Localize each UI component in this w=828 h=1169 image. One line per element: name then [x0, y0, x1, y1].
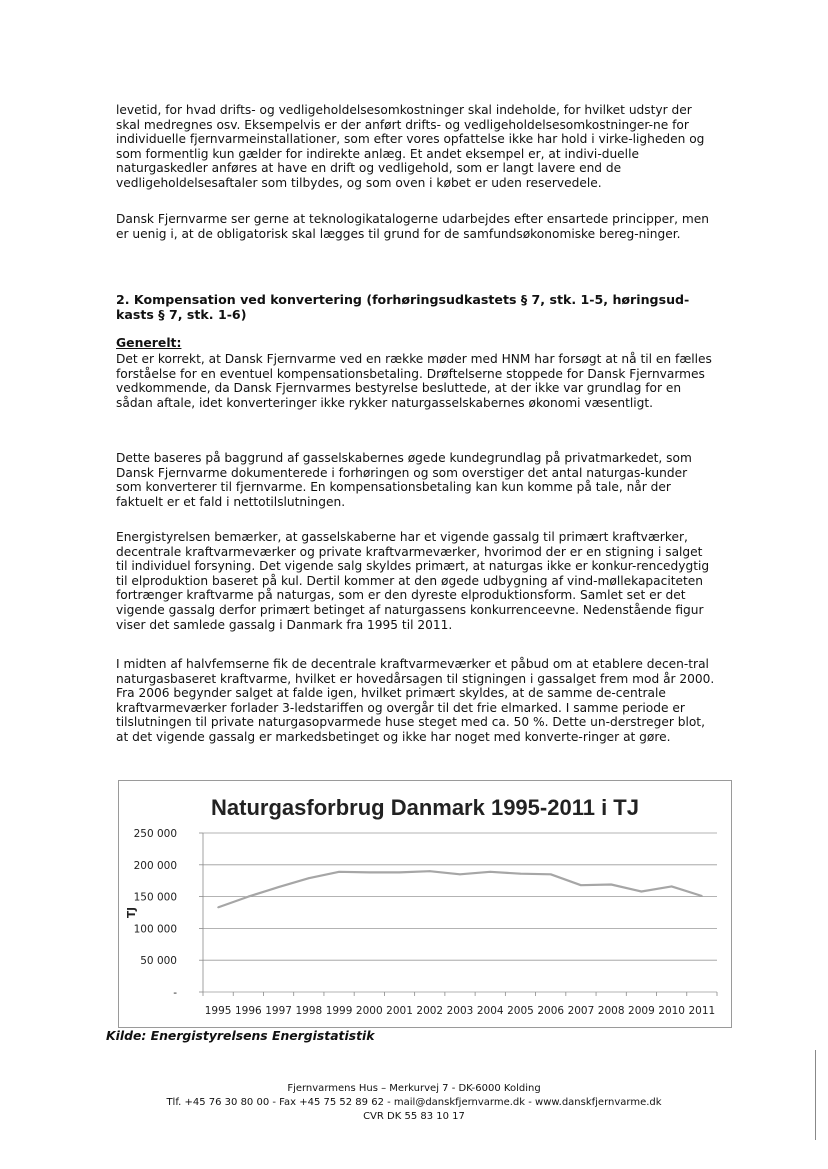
footer-contact: Tlf. +45 76 30 80 00 - Fax +45 75 52 89 62 - mail@danskfjernvarme.dk - www.danskfjernvarme.dk — [166, 1097, 662, 1108]
y-tick-label: - — [173, 987, 177, 999]
x-tick-label: 2009 — [628, 1005, 655, 1017]
chart-title: Naturgasforbrug Danmark 1995-2011 i TJ — [211, 795, 639, 820]
data-point — [641, 891, 643, 893]
data-point — [247, 896, 249, 898]
section-heading-kompensation: 2. Kompensation ved konvertering (forhøringsudkastets § 7, stk. 1-5, høringsud-kasts § 7, stk. 1-6) — [116, 292, 690, 322]
x-tick-label: 1997 — [265, 1005, 292, 1017]
scan-edge-line — [815, 1050, 816, 1140]
data-point — [338, 871, 340, 873]
x-tick-label: 1995 — [204, 1005, 232, 1017]
footer-address: Fjernvarmens Hus – Merkurvej 7 - DK-6000 Kolding — [287, 1083, 541, 1094]
y-tick-label: 250 000 — [133, 828, 177, 840]
x-tick-label: 1998 — [295, 1005, 323, 1017]
x-tick-label: 2003 — [446, 1005, 474, 1017]
paragraph-vigende-gassalg: Energistyrelsen bemærker, at gasselskaberne har et vigende gassalg til primært kraftværker, decentrale kraftvarmeværker og private kraftvarmeværker, hvorimod der er en stigning i salget til individuel forsyning. Det vigende salg skyldes primært, at naturgas ikke er konkur-rencedygtig til elproduktion baseret på kul. Dertil kommer at den øgede udbygning af vind-møllekapaciteten fortrænger kraftvarme på naturgas, som er den dyreste elproduktionsform. Samlet set er det vigende gassalg derfor primært betinget af naturgassens konkurrenceevne. Nedenstående figur viser det samlede gassalg i Danmark fra 1995 til 2011. — [116, 530, 710, 632]
data-point — [610, 884, 612, 886]
x-tick-label: 2011 — [688, 1005, 716, 1017]
data-point — [489, 871, 491, 873]
data-point — [278, 886, 280, 888]
x-tick-label: 2005 — [507, 1005, 534, 1017]
x-tick-label: 1999 — [325, 1005, 353, 1017]
data-point — [429, 870, 431, 872]
data-point — [459, 873, 461, 875]
paragraph-teknologikatalog: Dansk Fjernvarme ser gerne at teknologikatalogerne udarbejdes efter ensartede principper, men er uenig i, at de obligatorisk skal lægges til grund for de samfundsøkonomiske bereg-ninger. — [116, 212, 709, 241]
y-tick-label: 100 000 — [133, 923, 177, 936]
y-tick-label: 200 000 — [133, 859, 177, 872]
footer-cvr: CVR DK 55 83 10 17 — [363, 1111, 465, 1122]
x-tick-label: 2007 — [567, 1005, 595, 1017]
paragraph-kundegrundlag: Dette baseres på baggrund af gasselskabernes øgede kundegrundlag på privatmarkedet, som Dansk Fjernvarme dokumenterede i forhøringen og som overstiger det antal naturgas-kunder som konverterer til fjernvarme. En kompensationsbetaling kan kun komme på tale, når der faktuelt er et fald i nettotilslutningen. — [116, 451, 692, 509]
series-line — [218, 871, 702, 907]
data-point — [550, 873, 552, 875]
data-point — [671, 886, 673, 888]
x-tick-label: 2000 — [355, 1005, 383, 1017]
paragraph-hnm-moeder: Det er korrekt, at Dansk Fjernvarme ved en række møder med HNM har forsøgt at nå til en fælles forståelse for en eventuel kompensationsbetaling. Drøftelserne stoppede for Dansk Fjernvarmes vedkommende, da Dansk Fjernvarmes bestyrelse besluttede, at der ikke var grundlag for en sådan aftale, idet konverteringer ikke rykker naturgasselskabernes økonomi væsentligt. — [116, 352, 712, 410]
x-tick-label: 2004 — [476, 1005, 504, 1017]
x-tick-label: 1996 — [234, 1005, 262, 1017]
data-point — [399, 872, 401, 874]
x-tick-label: 2001 — [386, 1005, 413, 1017]
data-point — [217, 907, 219, 909]
x-tick-label: 2008 — [597, 1005, 625, 1017]
source-note: Kilde: Energistyrelsens Energistatistik — [106, 1028, 375, 1043]
paragraph-halvfemserne: I midten af halvfemserne fik de decentrale kraftvarmeværker et påbud om at etablere decen-tral naturgasbaseret kraftvarme, hvilket er hovedårsagen til stigningen i gassalget frem mod år 2000. Fra 2006 begynder salget at falde igen, hvilket primært skyldes, at de samme de-centrale kraftvarmeværker forlader 3-ledstariffen og overgår til det frie elmarked. I samme periode er tilslutningen til private naturgasopvarmede huse steget med ca. 50 %. Dette un-derstreger blot, at det vigende gassalg er markedsbetinget og ikke har noget med konverte-ringer at gøre. — [116, 657, 715, 744]
gas-consumption-chart — [118, 780, 732, 1028]
x-tick-label: 2010 — [658, 1005, 686, 1017]
paragraph-drift-vedligehold: levetid, for hvad drifts- og vedligeholdelsesomkostninger skal indeholde, for hvilket udstyr der skal medregnes osv. Eksempelvis er der anført drifts- og vedligeholdelsesomkostninger-ne for individuelle fjernvarmeinstallationer, som efter vores opfattelse ikke har hold i virke-ligheden og som formentlig kun gælder for indirekte anlæg. Et andet eksempel er, at indivi-duelle naturgaskedler anføres at have en drift og vedligehold, som er langt lavere end de vedligeholdelsesaftaler som tilbydes, og som oven i købet er uden reservedele. — [116, 103, 705, 190]
data-point — [701, 895, 703, 897]
x-tick-label: 2006 — [537, 1005, 565, 1017]
data-point — [520, 873, 522, 875]
x-tick-label: 2002 — [416, 1005, 444, 1017]
data-point — [308, 877, 310, 879]
y-tick-label: 150 000 — [133, 891, 177, 904]
data-point — [580, 884, 582, 886]
y-axis-label: TJ — [126, 906, 138, 919]
y-tick-label: 50 000 — [140, 955, 177, 968]
chart-plot — [119, 781, 731, 1027]
subheading-generelt: Generelt: — [116, 335, 182, 350]
data-point — [368, 872, 370, 874]
